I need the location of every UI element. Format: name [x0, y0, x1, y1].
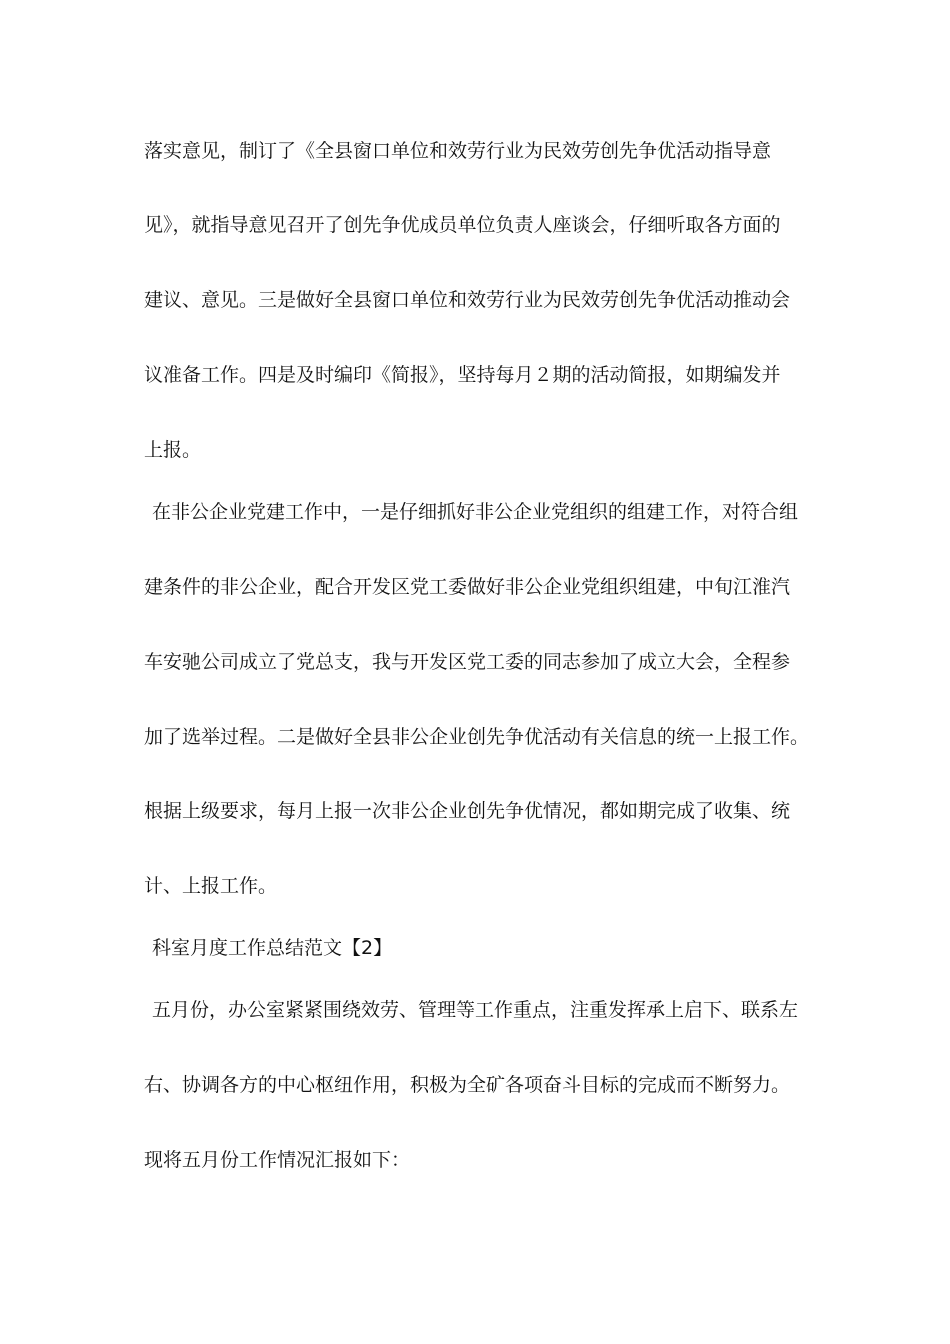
paragraph-start-line: 在非公企业党建工作中，一是仔细抓好非公企业党组织的组建工作，对符合组: [152, 501, 799, 523]
text-line: 议准备工作。四是及时编印《简报》，坚持每月２期的活动简报，如期编发并: [144, 364, 781, 386]
text-line: 根据上级要求，每月上报一次非公企业创先争优情况，都如期完成了收集、统: [144, 800, 791, 822]
text-line: 加了选举过程。二是做好全县非公企业创先争优活动有关信息的统一上报工作。: [144, 726, 810, 748]
text-line: 上报。: [144, 439, 202, 461]
text-line: 见》，就指导意见召开了创先争优成员单位负责人座谈会，仔细听取各方面的: [144, 214, 781, 236]
section-heading: 科室月度工作总结范文【2】: [152, 937, 393, 959]
text-line: 现将五月份工作情况汇报如下：: [144, 1149, 411, 1171]
text-line: 建条件的非公企业，配合开发区党工委做好非公企业党组织组建，中旬江淮汽: [144, 576, 791, 598]
text-line: 建议、意见。三是做好全县窗口单位和效劳行业为民效劳创先争优活动推动会: [144, 289, 791, 311]
text-line: 车安驰公司成立了党总支，我与开发区党工委的同志参加了成立大会，全程参: [144, 651, 791, 673]
paragraph-start-line: 五月份，办公室紧紧围绕效劳、管理等工作重点，注重发挥承上启下、联系左: [152, 999, 799, 1021]
text-line: 落实意见，制订了《全县窗口单位和效劳行业为民效劳创先争优活动指导意: [144, 140, 772, 162]
text-line: 右、协调各方的中心枢纽作用，积极为全矿各项奋斗目标的完成而不断努力。: [144, 1074, 791, 1096]
text-line: 计、上报工作。: [144, 875, 278, 897]
